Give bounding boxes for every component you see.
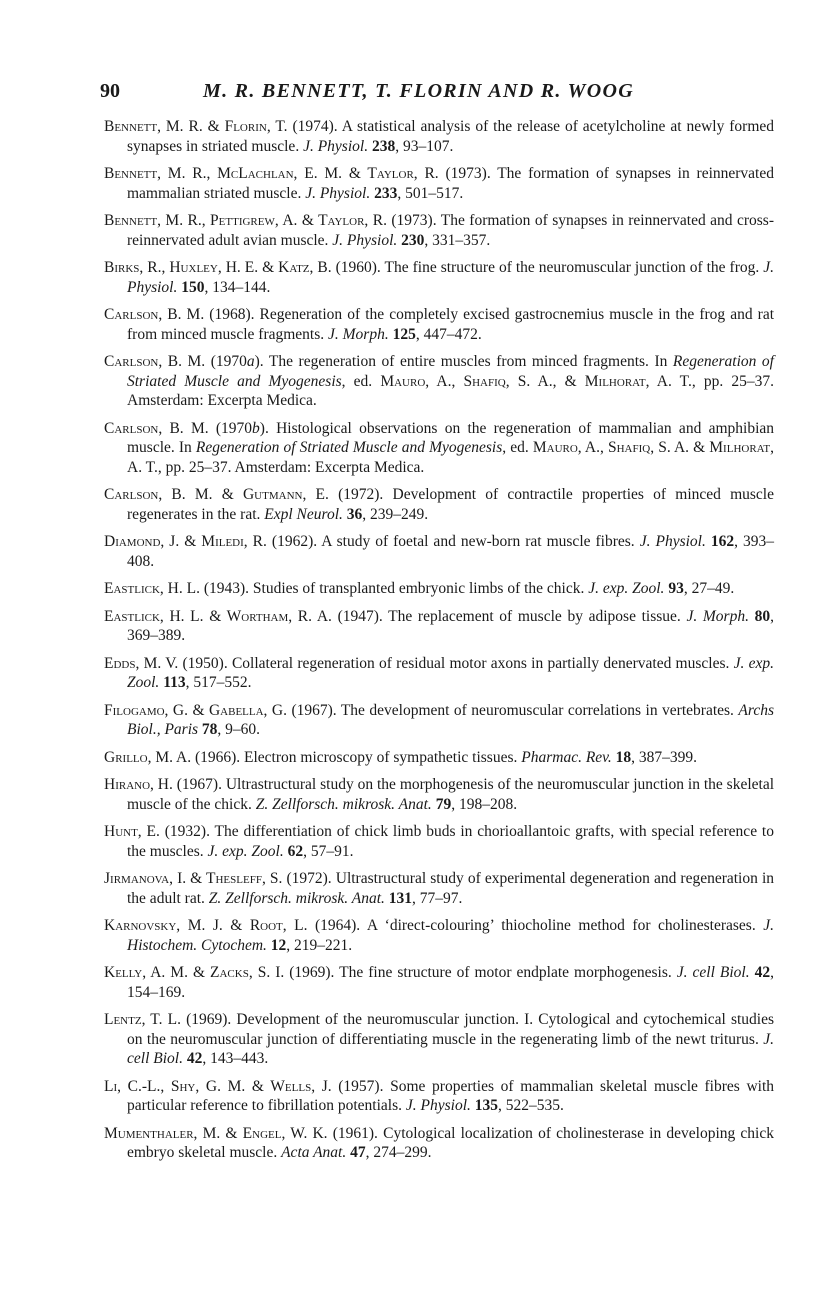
reference-entry [104, 579, 774, 599]
reference-text: , pp. 25–37. Amsterdam: Excerpta Medica. [157, 458, 425, 476]
reference-text: (1969). The fine structure of motor endplate morphogenesis. [284, 964, 677, 981]
reference-entry [104, 869, 774, 908]
authors: Grillo, M. A. [104, 748, 192, 766]
authors: Diamond, J. & Miledi, R. [104, 533, 267, 550]
authors: Filogamo, G. & Gabella, G. [104, 701, 287, 719]
reference-text: (1973). The formation of synapses in reinnervated mammalian striated muscle. [127, 165, 774, 202]
reference-entry [104, 532, 774, 571]
authors: Hirano, H. [104, 776, 173, 793]
reference-text: (1950). Collateral regeneration of residual motor axons in partially denervated muscles. [178, 654, 734, 672]
reference-text: (1968). Regeneration of the completely excised gastrocnemius muscle in the frog and rat from minced muscle fragments. [127, 306, 775, 343]
italic-text: J. Morph. [686, 607, 749, 625]
reference-text: (1972). Ultrastructural study of experimental degeneration and regeneration in the adult rat. [127, 870, 774, 907]
reference-text: (1974). A statistical analysis of the release of acetylcholine at newly formed synapses in striated muscle. [127, 118, 775, 155]
reference-text: , ed. [341, 372, 381, 390]
italic-text: b [252, 419, 260, 437]
authors: Carlson, B. M. [104, 353, 206, 370]
reference-text: , 93–107. [395, 137, 454, 155]
authors: Eastlick, H. L. [104, 580, 200, 597]
reference-entry [104, 305, 774, 344]
authors: Lentz, T. L. [104, 1011, 181, 1028]
reference-text: , 387–399. [631, 748, 698, 766]
volume: 233 [374, 184, 398, 202]
italic-text: Regeneration of Striated Muscle and Myogenesis [195, 439, 503, 456]
reference-text: , 134–144. [204, 278, 271, 296]
authors: Hunt, E. [104, 823, 160, 840]
reference-entry [104, 1077, 774, 1116]
authors: Kelly, A. M. & Zacks, S. I. [104, 964, 285, 981]
authors: Karnovsky, M. J. & Root, L. [104, 917, 308, 934]
volume: 230 [401, 231, 425, 249]
reference-entry [104, 352, 774, 411]
reference-entry [104, 419, 774, 478]
italic-text: J. Physiol. [639, 533, 706, 550]
reference-text: (1967). Ultrastructural study on the morphogenesis of the neuromuscular junction in the skeletal muscle of the chick. [127, 776, 775, 813]
reference-entry [104, 701, 774, 740]
italic-text: Z. Zellforsch. mikrosk. Anat. [208, 889, 385, 907]
volume: 36 [346, 505, 363, 523]
reference-text: , 154–169. [127, 964, 774, 1001]
reference-text: , 274–299. [365, 1144, 432, 1161]
italic-text: a [246, 353, 255, 370]
reference-text: (1973). The formation of synapses in reinnervated and cross-reinnervated adult avian muscle. [127, 212, 774, 249]
reference-entry [104, 1124, 774, 1163]
authors: Bennett, M. R., McLachlan, E. M. & Taylor, R. [104, 165, 439, 182]
reference-text: , 57–91. [303, 842, 354, 860]
italic-text: J. cell Biol. [676, 964, 750, 981]
reference-text: , 369–389. [127, 607, 775, 644]
volume: 80 [754, 607, 771, 625]
reference-list [104, 117, 774, 1171]
reference-text: , 198–208. [451, 795, 518, 813]
italic-text: Acta Anat. [281, 1144, 347, 1161]
reference-entry [104, 258, 774, 297]
volume: 238 [371, 137, 396, 155]
volume: 62 [287, 842, 304, 860]
italic-text: J. Physiol. [405, 1097, 471, 1114]
italic-text: Pharmac. Rev. [521, 748, 612, 766]
reference-text: , ed. [502, 439, 533, 456]
authors: Jirmanova, I. & Thesleff, S. [104, 870, 283, 887]
reference-text: (1947). The replacement of muscle by adipose tissue. [331, 607, 687, 625]
authors: Carlson, B. M. [104, 306, 205, 323]
reference-entry [104, 485, 774, 524]
volume: 162 [710, 533, 735, 550]
reference-text: , 143–443. [202, 1050, 269, 1067]
reference-entry [104, 963, 774, 1002]
reference-entry [104, 654, 774, 693]
volume: 131 [388, 889, 413, 907]
reference-text: ). The regeneration of entire muscles from minced fragments. In [254, 353, 673, 370]
reference-text: (1957). Some properties of mammalian skeletal muscle fibres with particular reference to fibrillation potentials. [127, 1077, 775, 1114]
reference-text: (1967). The development of neuromuscular correlations in vertebrates. [286, 701, 739, 719]
volume: 125 [392, 325, 416, 343]
volume: 47 [350, 1144, 366, 1161]
authors: Mumenthaler, M. & Engel, W. K. [104, 1124, 328, 1142]
italic-text: Z. Zellforsch. mikrosk. Anat. [255, 795, 432, 813]
authors: Edds, M. V. [104, 654, 179, 672]
volume: 12 [270, 936, 287, 954]
reference-text: , 447–472. [415, 325, 482, 343]
page-number: 90 [100, 80, 120, 102]
volume: 78 [201, 721, 218, 738]
volume: 42 [186, 1050, 203, 1067]
authors: Bennett, M. R. & Florin, T. [104, 118, 288, 135]
italic-text: J. Histochem. Cytochem. [127, 917, 774, 954]
volume: 18 [615, 748, 632, 766]
volume: 150 [181, 278, 205, 296]
authors: Carlson, B. M. & Gutmann, E. [104, 486, 329, 503]
reference-text: (1970 [208, 419, 253, 437]
reference-text: (1932). The differentiation of chick limb buds in chorioallantoic grafts, with special reference to the muscles. [127, 823, 774, 860]
reference-text: , 77–97. [412, 889, 463, 907]
reference-text: , 522–535. [498, 1097, 564, 1114]
authors: Eastlick, H. L. & Wortham, R. A. [104, 607, 332, 625]
reference-entry [104, 1010, 774, 1069]
reference-text: (1962). A study of foetal and new-born rat muscle fibres. [266, 533, 640, 550]
authors: Li, C.-L., Shy, G. M. & Wells, J. [104, 1077, 332, 1095]
reference-text: (1972). Development of contractile properties of minced muscle regenerates in the rat. [127, 486, 774, 523]
italic-text: J. Physiol. [127, 259, 774, 296]
reference-text: , 239–249. [362, 505, 429, 523]
authors: Carlson, B. M. [104, 419, 209, 437]
italic-text: J. exp. Zool. [207, 842, 284, 860]
reference-text: (1943). Studies of transplanted embryonic limbs of the chick. [199, 580, 589, 597]
italic-text: Regeneration of Striated Muscle and Myogenesis [127, 353, 774, 390]
italic-text: Archs Biol., Paris [127, 701, 774, 738]
volume: 113 [163, 674, 186, 691]
reference-entry [104, 117, 774, 156]
reference-text: (1961). Cytological localization of cholinesterase in developing chick embryo skeletal muscle. [127, 1124, 774, 1161]
italic-text: J. Physiol. [303, 137, 369, 155]
reference-text: , 219–221. [286, 936, 353, 954]
reference-text: , 27–49. [683, 580, 735, 597]
reference-entry [104, 822, 774, 861]
reference-text: , 517–552. [185, 674, 252, 691]
authors: Bennett, M. R., Pettigrew, A. & Taylor, R. [104, 212, 387, 229]
italic-text: J. exp. Zool. [127, 654, 775, 691]
authors: Birks, R., Huxley, H. E. & Katz, B. [104, 259, 332, 276]
reference-entry [104, 211, 774, 250]
reference-text: ). Histological observations on the regeneration of mammalian and amphibian muscle. In [127, 419, 774, 456]
reference-text: (1970 [205, 353, 247, 370]
volume: 93 [668, 580, 684, 597]
reference-entry [104, 748, 774, 768]
reference-text: , 9–60. [217, 721, 261, 738]
reference-entry [104, 607, 774, 646]
italic-text: J. Physiol. [305, 184, 371, 202]
italic-text: J. exp. Zool. [588, 580, 665, 597]
italic-text: J. cell Biol. [127, 1030, 774, 1067]
italic-text: Expl Neurol. [264, 505, 343, 523]
volume: 42 [754, 964, 771, 981]
italic-text: J. Physiol. [332, 231, 398, 249]
reference-text: , 501–517. [397, 184, 464, 202]
running-head: M. R. BENNETT, T. FLORIN AND R. WOOG [203, 80, 634, 102]
reference-text: , 393–408. [127, 533, 774, 570]
reference-entry [104, 916, 774, 955]
reference-text: , 331–357. [424, 231, 491, 249]
reference-text: (1960). The fine structure of the neuromuscular junction of the frog. [331, 259, 764, 276]
reference-entry [104, 775, 774, 814]
italic-text: J. Morph. [328, 325, 389, 343]
reference-entry [104, 164, 774, 203]
page-header [100, 80, 700, 110]
volume: 135 [474, 1097, 499, 1114]
reference-text: , pp. 25–37. Amsterdam: Excerpta Medica. [127, 372, 774, 409]
volume: 79 [435, 795, 452, 813]
authors: Mauro, A., Shafiq, S. A., & Milhorat, A. T. [380, 372, 692, 390]
authors: Mauro, A., Shafiq, S. A. & Milhorat, A. T. [127, 439, 774, 476]
reference-text: (1969). Development of the neuromuscular junction. I. Cytological and cytochemical studies on the neuromuscular junction of differentiating muscle in the regenerating limb of the newt triturus. [127, 1011, 775, 1048]
reference-text: (1966). Electron microscopy of sympathetic tissues. [191, 748, 522, 766]
reference-text: (1964). A ‘direct-colouring’ thiocholine method for cholinesterases. [307, 917, 764, 934]
